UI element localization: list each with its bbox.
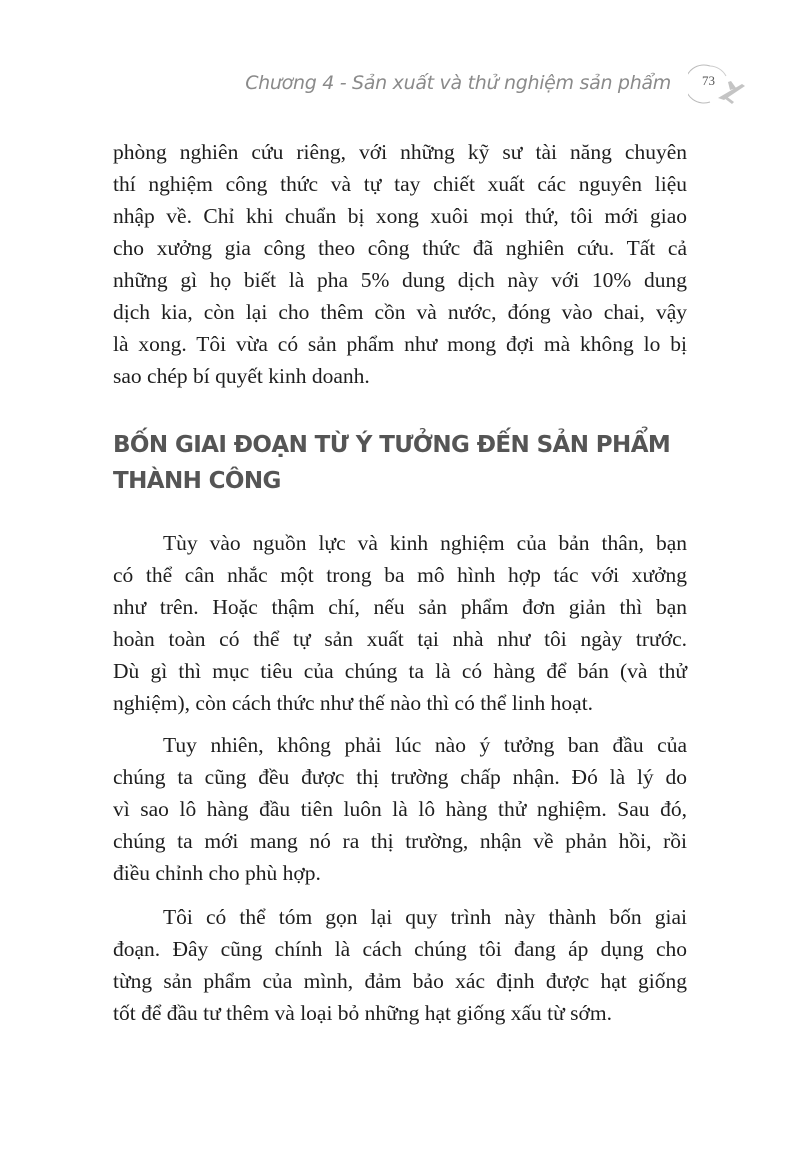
- text-line: là xong. Tôi vừa có sản phẩm như mong đợi mà không lo bị: [113, 332, 687, 356]
- text-line: hoàn toàn có thể tự sản xuất tại nhà như tôi ngày trước.: [113, 627, 687, 651]
- text-line: Tôi có thể tóm gọn lại quy trình này thành bốn giai: [163, 905, 687, 929]
- text-line: vì sao lô hàng đầu tiên luôn là lô hàng thử nghiệm. Sau đó,: [113, 797, 687, 821]
- text-line: những gì họ biết là pha 5% dung dịch này với 10% dung: [113, 268, 687, 292]
- text-line: sao chép bí quyết kinh doanh.: [113, 364, 370, 388]
- text-line: điều chỉnh cho phù hợp.: [113, 861, 321, 885]
- page-number-badge: [688, 62, 748, 106]
- section-heading: [113, 427, 733, 499]
- text-line: chúng ta cũng đều được thị trường chấp nhận. Đó là lý do: [113, 765, 687, 789]
- text-line: cho xưởng gia công theo công thức đã nghiên cứu. Tất cả: [113, 236, 687, 260]
- text-line: Dù gì thì mục tiêu của chúng ta là có hàng để bán (và thử: [113, 659, 687, 683]
- text-line: như trên. Hoặc thậm chí, nếu sản phẩm đơn giản thì bạn: [113, 595, 687, 619]
- running-header-title: Chương 4 - Sản xuất và thử nghiệm sản phẩm: [245, 72, 671, 94]
- text-line: Tùy vào nguồn lực và kinh nghiệm của bản thân, bạn: [163, 531, 687, 555]
- text-line: từng sản phẩm của mình, đảm bảo xác định được hạt giống: [113, 969, 687, 993]
- heading-line: BỐN GIAI ĐOẠN TỪ Ý TƯỞNG ĐẾN SẢN PHẨM: [113, 432, 671, 458]
- text-line: tốt để đầu tư thêm và loại bỏ những hạt giống xấu từ sớm.: [113, 1001, 612, 1025]
- text-line: dịch kia, còn lại cho thêm cồn và nước, đóng vào chai, vậy: [113, 300, 687, 324]
- paragraph: [113, 527, 687, 719]
- text-line: phòng nghiên cứu riêng, với những kỹ sư tài năng chuyên: [113, 140, 687, 164]
- heading-line: THÀNH CÔNG: [113, 468, 281, 494]
- text-line: thí nghiệm công thức và tự tay chiết xuất các nguyên liệu: [113, 172, 687, 196]
- airplane-icon: [688, 62, 748, 106]
- paragraph: [113, 901, 687, 1029]
- text-line: Tuy nhiên, không phải lúc nào ý tưởng ban đầu của: [163, 733, 687, 757]
- text-line: chúng ta mới mang nó ra thị trường, nhận về phản hồi, rồi: [113, 829, 687, 853]
- paragraph: [113, 729, 687, 889]
- text-line: nhập về. Chỉ khi chuẩn bị xong xuôi mọi thứ, tôi mới giao: [113, 204, 687, 228]
- paragraph: [113, 136, 687, 392]
- text-line: có thể cân nhắc một trong ba mô hình hợp tác với xưởng: [113, 563, 687, 587]
- page-number: 73: [702, 73, 715, 88]
- text-line: đoạn. Đây cũng chính là cách chúng tôi đang áp dụng cho: [113, 937, 687, 961]
- text-line: nghiệm), còn cách thức như thế nào thì có thể linh hoạt.: [113, 691, 594, 715]
